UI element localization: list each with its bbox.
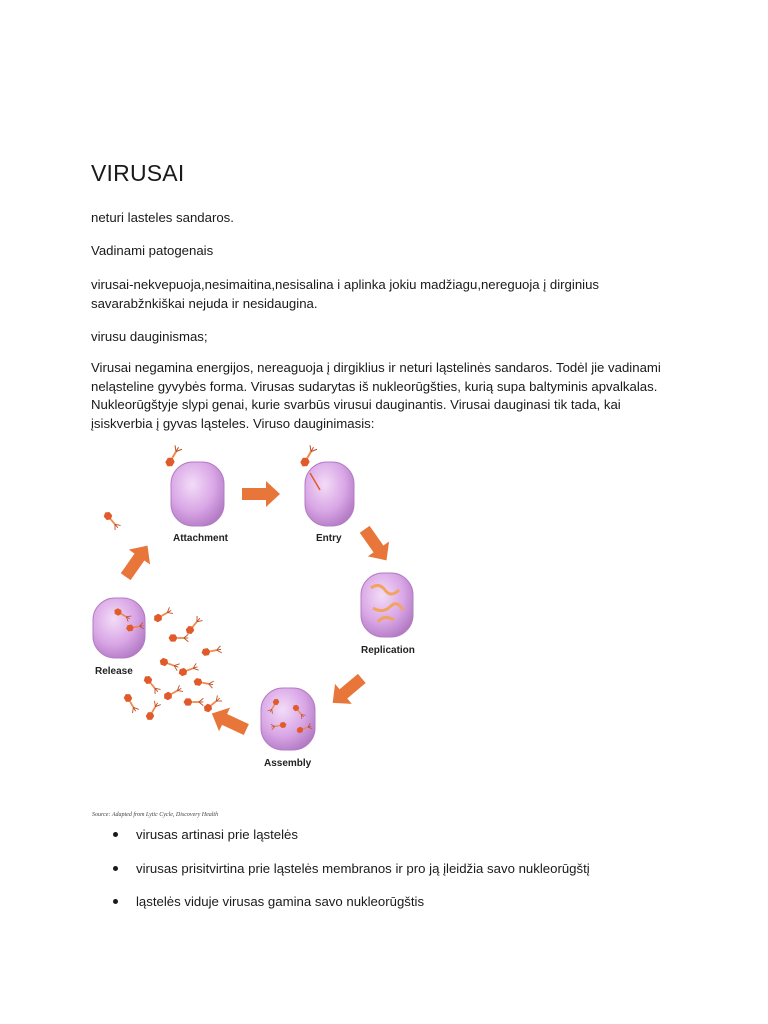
release-cell	[93, 598, 145, 658]
list-item-text: ląstelės viduje virusas gamina savo nukleorūgštis	[136, 894, 425, 909]
arrow-release-to-attachment-icon	[115, 538, 158, 584]
arrow-assembly-to-release-icon	[206, 702, 251, 742]
paragraph-2: Vadinami patogenais	[91, 243, 214, 258]
label-release: Release	[95, 666, 133, 677]
list-item	[113, 893, 673, 911]
release-virus-icon	[202, 695, 222, 713]
entry-virus-icon	[299, 445, 317, 468]
replication-cell	[361, 573, 413, 637]
release-virus-icon	[184, 698, 204, 705]
list-item	[113, 826, 673, 844]
lifecycle-diagram	[88, 440, 433, 820]
release-virus-icon	[159, 657, 180, 671]
stage-release	[93, 598, 222, 722]
label-attachment: Attachment	[173, 533, 229, 544]
release-virus-icon	[152, 607, 173, 623]
stage-replication	[361, 573, 415, 656]
bullet-dot-icon	[113, 899, 118, 904]
entry-cell	[305, 462, 354, 526]
release-virus-icon	[193, 678, 214, 689]
attachment-cell	[171, 462, 224, 526]
document-title: VIRUSAI	[91, 160, 185, 186]
release-virus-icon	[169, 634, 189, 641]
stage-entry	[299, 445, 354, 544]
stage-assembly	[261, 688, 315, 769]
release-virus-icon	[145, 701, 161, 722]
release-virus-icon	[142, 674, 160, 694]
bullet-dot-icon	[113, 866, 118, 871]
release-virus-icon	[162, 685, 183, 701]
virus-lifecycle-figure	[88, 440, 433, 820]
release-virus-icon	[201, 646, 222, 657]
bullet-list	[113, 826, 673, 927]
release-virus-icon	[178, 663, 199, 677]
paragraph-3: virusai-nekvepuoja,nesimaitina,nesisalina i aplinka jokiu madžiagu,nereguoja į dirginius savarabžnkiškai nejuda ir nesidaugina.	[91, 277, 600, 311]
free-virus-icon	[102, 510, 120, 530]
release-virus-icon	[184, 616, 202, 636]
label-replication: Replication	[361, 645, 415, 656]
list-item-text: virusas prisitvirtina prie ląstelės membranos ir pro ją įleidžia savo nukleorūgštį	[136, 860, 590, 876]
assembly-cell	[261, 688, 315, 750]
list-item-text: virusas artinasi prie ląstelės	[136, 827, 298, 842]
arrow-attachment-to-entry-icon	[242, 481, 280, 507]
paragraph-5: Virusai negamina energijos, nereaguoja į dirgiklius ir neturi ląstelinės sandaros. Todėl jie vadinami neląsteline gyvybės forma. Virusas sudarytas iš nukleorūgšties, kurią supa baltyminis apvalkalas. Nukleorūgštyje slypi genai, kurie svarbūs virusui dauginantis. Virusai dauginasi tik tada, kai įsiskverbia į gyvas ląsteles. Viruso dauginimasis:	[91, 360, 661, 431]
attachment-virus-icon	[164, 445, 182, 468]
stage-attachment	[164, 445, 229, 544]
paragraph-4: virusu dauginismas;	[91, 329, 208, 344]
list-item	[113, 860, 673, 878]
figure-source: Source: Adapted from Lytic Cycle, Discovery Health	[92, 812, 219, 818]
arrow-replication-to-assembly-icon	[324, 668, 370, 712]
paragraph-1: neturi lasteles sandaros.	[91, 210, 234, 225]
label-entry: Entry	[316, 533, 342, 544]
arrow-entry-to-replication-icon	[354, 522, 397, 568]
label-assembly: Assembly	[264, 758, 312, 769]
release-virus-icon	[123, 692, 139, 713]
bullet-dot-icon	[113, 832, 118, 837]
